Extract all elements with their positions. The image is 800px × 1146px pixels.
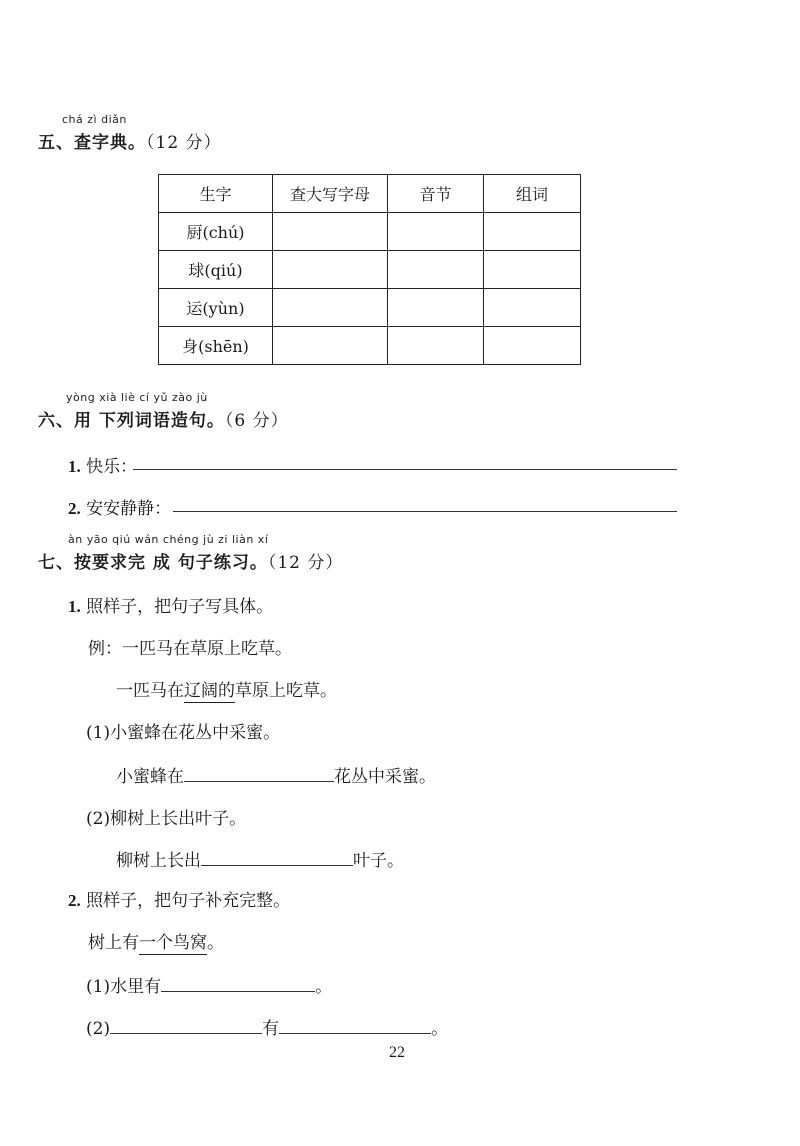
table-cell-char: 运(yùn): [159, 289, 273, 327]
q2-sub1: [86, 972, 332, 997]
table-cell-blank[interactable]: [484, 289, 581, 327]
section5-points: （12 分）: [146, 133, 222, 153]
sub2-post: 叶子。: [353, 851, 404, 871]
table-header-cell: 音节: [388, 175, 484, 213]
table-cell-blank[interactable]: [484, 213, 581, 251]
q1-example-answer: [116, 676, 337, 701]
sub1-pre: (1)水里有: [86, 977, 162, 997]
example-post: 。: [207, 933, 224, 953]
section6-title: 六、用 下列词语造句。: [38, 411, 225, 431]
blank-line[interactable]: [184, 780, 334, 782]
prompt-text: 照样子，把句子补充完整。: [86, 891, 291, 911]
table-header-cell: 生字: [159, 175, 273, 213]
blank-line[interactable]: [279, 1032, 431, 1034]
table-header-cell: 组词: [484, 175, 581, 213]
q1-sub1-answer: [116, 762, 436, 787]
table-cell-blank[interactable]: [273, 213, 388, 251]
table-cell-char: 球(qiú): [159, 251, 273, 289]
section6-pinyin: yòng xià liè cí yǔ zào jù: [66, 391, 208, 404]
table-cell-blank[interactable]: [273, 251, 388, 289]
table-header-row: [159, 175, 581, 213]
prompt-text: 照样子，把句子写具体。: [86, 597, 274, 617]
blank-line[interactable]: [110, 1032, 262, 1034]
blank-line[interactable]: [201, 864, 353, 866]
q1-prompt: [68, 592, 273, 617]
page-number: 22: [389, 1044, 405, 1061]
section7-pinyin: àn yāo qiú wán chéng jù zi liàn xí: [68, 533, 269, 546]
dictionary-table: [158, 174, 581, 365]
item-number: 2.: [68, 499, 81, 518]
sentence-item-1: [68, 452, 137, 477]
q2-sub2: [86, 1014, 448, 1039]
table-header-cell: 查大写字母: [273, 175, 388, 213]
item-label: 快乐：: [86, 457, 138, 477]
table-row: [159, 289, 581, 327]
table-cell-blank[interactable]: [388, 327, 484, 365]
section7-points: （12 分）: [267, 553, 344, 573]
sub1-post: 花丛中采蜜。: [334, 767, 436, 787]
table-row: [159, 213, 581, 251]
q2-prompt: [68, 886, 290, 911]
table-cell-char: 身(shēn): [159, 327, 273, 365]
table-cell-blank[interactable]: [388, 251, 484, 289]
table-cell-blank[interactable]: [388, 213, 484, 251]
sub1-pre: 小蜜蜂在: [116, 767, 184, 787]
sub2-pre: 柳树上长出: [116, 851, 201, 871]
q1-sub1: (1)小蜜蜂在花丛中采蜜。: [86, 723, 281, 743]
table-cell-blank[interactable]: [273, 289, 388, 327]
section5-pinyin: chá zì diǎn: [62, 113, 127, 126]
section5-title: 五、查字典。: [38, 133, 146, 153]
q2-example: [88, 928, 224, 953]
q1-sub2-answer: [116, 846, 404, 871]
q1-sub2: (2)柳树上长出叶子。: [86, 809, 247, 829]
example-underlined: 一个鸟窝: [139, 933, 207, 953]
table-cell-blank[interactable]: [484, 251, 581, 289]
section7-title: 七、按要求完 成 句子练习。: [38, 553, 268, 573]
sentence-item-2: [68, 494, 171, 519]
section6-heading: [38, 406, 289, 431]
section5-heading: [38, 128, 222, 153]
item-label: 安安静静：: [86, 499, 172, 519]
section6-points: （6 分）: [224, 411, 289, 431]
table-row: [159, 251, 581, 289]
item-number: 1.: [68, 597, 81, 616]
sub2-post: 。: [431, 1019, 449, 1039]
table-cell-blank[interactable]: [388, 289, 484, 327]
item-number: 2.: [68, 891, 81, 910]
section7-heading: [38, 548, 343, 573]
example-underlined: 辽阔的: [184, 681, 235, 701]
sub1-post: 。: [315, 977, 333, 997]
table-row: [159, 327, 581, 365]
table-cell-blank[interactable]: [273, 327, 388, 365]
example-pre: 树上有: [88, 933, 139, 953]
answer-line[interactable]: [173, 511, 677, 512]
table-cell-blank[interactable]: [484, 327, 581, 365]
q1-example-label: 例：一匹马在草原上吃草。: [88, 639, 292, 659]
answer-line[interactable]: [133, 469, 677, 470]
example-pre: 一匹马在: [116, 681, 184, 701]
item-number: 1.: [68, 457, 81, 476]
example-post: 草原上吃草。: [235, 681, 337, 701]
sub2-mid: 有: [262, 1019, 280, 1039]
sub2-pre: (2): [86, 1019, 111, 1039]
blank-line[interactable]: [161, 990, 315, 992]
table-cell-char: 厨(chú): [159, 213, 273, 251]
